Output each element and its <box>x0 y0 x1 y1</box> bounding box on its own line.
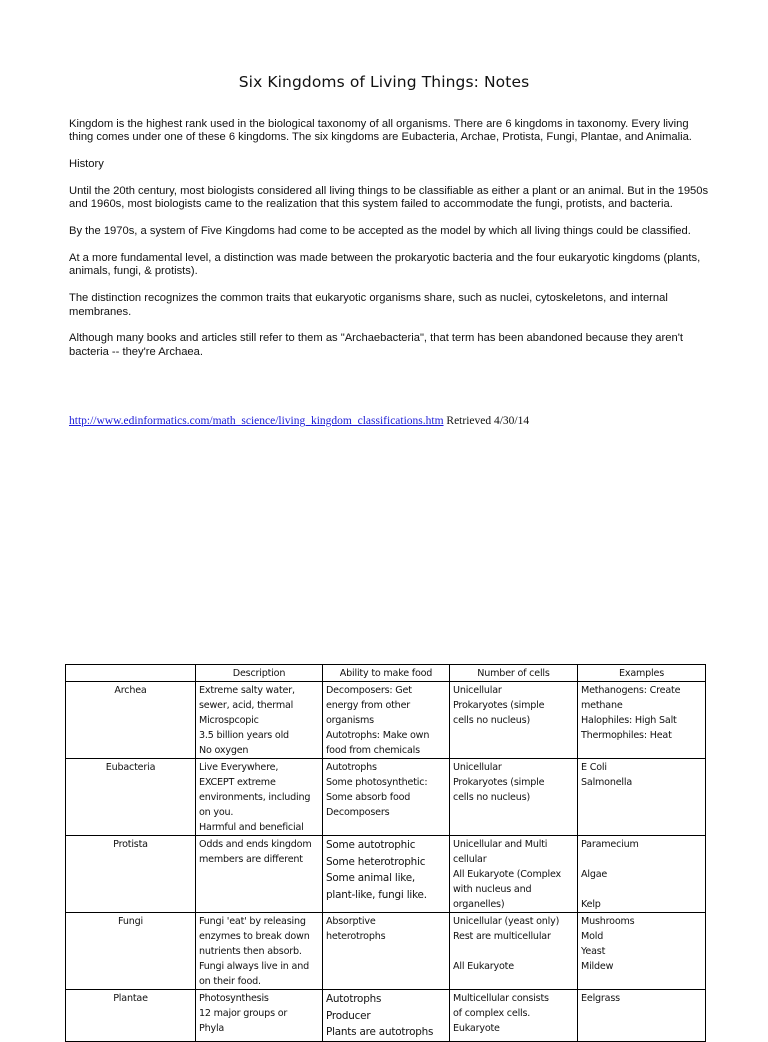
description-line: sewer, acid, thermal <box>199 700 294 711</box>
table-row <box>66 913 706 990</box>
description-cell <box>196 913 323 990</box>
history-paragraph-5: Although many books and articles still refer to them as "Archaebacteria", that term has been abandoned because they aren't bacteria -- they're Archaea. <box>69 332 683 358</box>
retrieved-date: Retrieved 4/30/14 <box>443 415 530 427</box>
food-line: organisms <box>326 715 374 726</box>
description-line: on you. <box>199 807 234 818</box>
food-line: Some heterotrophic <box>326 855 426 868</box>
history-paragraph-2: By the 1970s, a system of Five Kingdoms had come to be accepted as the model by which all living things could be classified. <box>69 225 691 238</box>
cells-line: cells no nucleus) <box>453 715 530 726</box>
cells-line: All Eukaryote (Complex <box>453 869 561 880</box>
description-line: Microspcopic <box>199 715 259 726</box>
description-line: Phyla <box>199 1023 225 1034</box>
cells-line: Unicellular <box>453 685 502 696</box>
description-line: 12 major groups or <box>199 1008 288 1019</box>
food-cell <box>323 836 450 913</box>
cells-line: Eukaryote <box>453 1023 500 1034</box>
food-line: plant-like, fungi like. <box>326 888 427 901</box>
description-line: members are different <box>199 854 303 865</box>
food-line: Decomposers <box>326 807 390 818</box>
description-line: 3.5 billion years old <box>199 730 289 741</box>
examples-line: methane <box>581 700 623 711</box>
description-line: Odds and ends kingdom <box>199 839 312 850</box>
description-line: No oxygen <box>199 745 249 756</box>
examples-line <box>581 852 702 867</box>
description-cell <box>196 990 323 1042</box>
description-line: on their food. <box>199 976 261 987</box>
food-line: heterotrophs <box>326 931 386 942</box>
food-line: Some absorb food <box>326 792 411 803</box>
examples-line: Salmonella <box>581 777 633 788</box>
cells-line: Prokaryotes (simple <box>453 777 545 788</box>
examples-line: Yeast <box>581 946 606 957</box>
food-line: Autotrophs <box>326 762 377 773</box>
examples-line: Mildew <box>581 961 614 972</box>
examples-cell <box>578 682 706 759</box>
examples-line: Mold <box>581 931 604 942</box>
header-description: Description <box>196 665 323 682</box>
examples-line: Halophiles: High Salt <box>581 715 677 726</box>
header-examples: Examples <box>578 665 706 682</box>
cells-line <box>453 944 574 959</box>
food-line: Some photosynthetic: <box>326 777 428 788</box>
cells-cell <box>450 913 578 990</box>
cells-line: Unicellular (yeast only) <box>453 916 560 927</box>
description-line: environments, including <box>199 792 311 803</box>
examples-cell <box>578 990 706 1042</box>
cells-line: organelles) <box>453 899 505 910</box>
food-line: energy from other <box>326 700 411 711</box>
food-line: Autotrophs <box>326 993 382 1005</box>
examples-cell <box>578 836 706 913</box>
description-line: Fungi always live in and <box>199 961 309 972</box>
cells-cell <box>450 759 578 836</box>
examples-line: Paramecium <box>581 839 639 850</box>
cells-cell <box>450 836 578 913</box>
history-paragraph-3: At a more fundamental level, a distinction was made between the prokaryotic bacteria and the four eukaryotic kingdoms (plants, animals, fungi, & protists). <box>69 252 701 278</box>
food-cell <box>323 759 450 836</box>
examples-line: Thermophiles: Heat <box>581 730 672 741</box>
food-line: Some animal like, <box>326 872 416 884</box>
kingdom-name-cell: Fungi <box>66 913 196 990</box>
description-line: EXCEPT extreme <box>199 777 276 788</box>
cells-cell <box>450 990 578 1042</box>
food-line: Some autotrophic <box>326 839 416 851</box>
cells-line: Rest are multicellular <box>453 931 551 942</box>
food-line: Decomposers: Get <box>326 685 412 696</box>
page-title: Six Kingdoms of Living Things: Notes <box>238 73 530 91</box>
kingdom-name-cell: Eubacteria <box>66 759 196 836</box>
table-row <box>66 759 706 836</box>
food-cell <box>323 990 450 1042</box>
examples-line: Algae <box>581 869 608 880</box>
cells-line: Unicellular <box>453 762 502 773</box>
food-line: Autotrophs: Make own <box>326 730 430 741</box>
description-line: Live Everywhere, <box>199 762 279 773</box>
food-line: food from chemicals <box>326 745 420 756</box>
kingdom-name-cell: Archea <box>66 682 196 759</box>
examples-cell <box>578 759 706 836</box>
cells-line: All Eukaryote <box>453 961 514 972</box>
cells-line: with nucleus and <box>453 884 532 895</box>
cells-line: cellular <box>453 854 487 865</box>
description-line: Photosynthesis <box>199 993 269 1004</box>
description-cell <box>196 759 323 836</box>
table-row <box>66 990 706 1042</box>
description-line: nutrients then absorb. <box>199 946 302 957</box>
examples-line: Mushrooms <box>581 916 635 927</box>
food-line: Absorptive <box>326 916 376 927</box>
examples-line: Eelgrass <box>581 993 620 1004</box>
cells-line: of complex cells. <box>453 1008 531 1019</box>
examples-line: Methanogens: Create <box>581 685 681 696</box>
history-paragraph-4: The distinction recognizes the common traits that eukaryotic organisms share, such as nuclei, cytoskeletons, and internal membranes. <box>69 292 668 318</box>
description-line: enzymes to break down <box>199 931 310 942</box>
kingdom-name-cell: Protista <box>66 836 196 913</box>
examples-line <box>581 882 702 897</box>
food-cell <box>323 682 450 759</box>
food-cell <box>323 913 450 990</box>
description-line: Harmful and beneficial <box>199 822 304 833</box>
description-line: Fungi 'eat' by releasing <box>199 916 306 927</box>
kingdom-name-cell: Plantae <box>66 990 196 1042</box>
examples-cell <box>578 913 706 990</box>
table-row <box>66 682 706 759</box>
header-cells: Number of cells <box>450 665 578 682</box>
table-header-row <box>66 665 706 682</box>
cells-line: Prokaryotes (simple <box>453 700 545 711</box>
header-kingdom <box>66 665 196 682</box>
description-cell <box>196 836 323 913</box>
cells-line: Unicellular and Multi <box>453 839 548 850</box>
food-line: Producer <box>326 1009 371 1022</box>
examples-line: Kelp <box>581 899 601 910</box>
table-body <box>66 682 706 1042</box>
cells-line: Multicellular consists <box>453 993 549 1004</box>
kingdoms-table <box>65 664 706 1042</box>
description-cell <box>196 682 323 759</box>
intro-paragraph: Kingdom is the highest rank used in the biological taxonomy of all organisms. There are 6 kingdoms in taxonomy. Every living thing comes under one of these 6 kingdoms. The six kingdoms are Eubacteria, Archae, Protista, Fungi, Plantae, and Animalia. <box>69 118 692 144</box>
cells-cell <box>450 682 578 759</box>
food-line: Plants are autotrophs <box>326 1026 434 1038</box>
header-food: Ability to make food <box>323 665 450 682</box>
cells-line: cells no nucleus) <box>453 792 530 803</box>
table-row <box>66 836 706 913</box>
history-paragraph-1: Until the 20th century, most biologists considered all living things to be classifiable as either a plant or an animal. But in the 1950s and 1960s, most biologists came to the realization that this system failed to accommodate the fungi, protists, and bacteria. <box>69 185 709 211</box>
description-line: Extreme salty water, <box>199 685 295 696</box>
history-heading: History <box>69 158 104 171</box>
examples-line: E Coli <box>581 762 607 773</box>
source-link[interactable]: http://www.edinformatics.com/math_science/living_kingdom_classifications.htm <box>69 415 444 427</box>
